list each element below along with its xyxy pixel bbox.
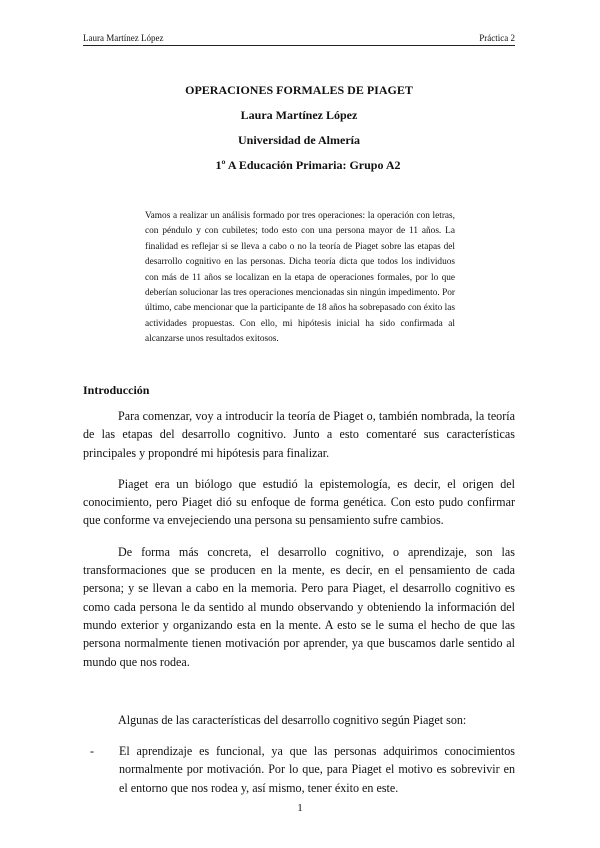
paragraph: Piaget era un biólogo que estudió la epistemología, es decir, el origen del conocimiento, pero Piaget dió su enfoque de forma genética. Con esto pudo confirmar que conforme va envejeciendo una persona su pensamiento sufre cambios. [83, 476, 515, 528]
section-heading-introduccion: Introducción [83, 383, 150, 397]
list-item [83, 742, 515, 797]
header-rule [83, 45, 515, 46]
abstract: Vamos a realizar un análisis formado por tres operaciones: la operación con letras, con péndulo y con cubiletes; todo esto con una persona mayor de 11 años. La finalidad es reflejar si se lleva a cabo o no la teoría de Piaget sobre las etapas del desarrollo cognitivo en las personas. Dicha teoría dicta que todos los individuos con más de 11 años se localizan en la etapa de operaciones formales, por lo que deberían solucionar las tres operaciones mencionadas sin ningún impedimento. Por último, cabe mencionar que la participante de 18 años ha sobrepasado con éxito las actividades propuestas. Con ello, mi hipótesis inicial ha sido confirmada al alcanzarse unos resultados exitosos. [145, 211, 455, 345]
affiliation: Universidad de Almería [238, 133, 360, 147]
page-header [83, 33, 515, 43]
body-text [83, 407, 515, 797]
author-name: Laura Martínez López [240, 108, 358, 122]
list-item-text: El aprendizaje es funcional, ya que las personas adquirimos conocimientos normalmente por motivación. Por lo que, para Piaget el motivo es sobrevivir en el entorno que nos rodea y, así mismo, tener éxito en este. [119, 744, 515, 795]
title-block [83, 82, 515, 182]
paragraph: Para comenzar, voy a introducir la teoría de Piaget o, también nombrada, la teoría de las etapas del desarrollo cognitivo. Junto a esto comentaré sus características principales y propondré mi hipótesis para finalizar. [83, 409, 515, 460]
list-dash: - [90, 744, 95, 759]
paragraph: Algunas de las características del desarrollo cognitivo según Piaget son: [118, 712, 467, 727]
header-label: Práctica 2 [479, 33, 515, 43]
header-author: Laura Martínez López [83, 33, 164, 43]
course-group: 1º A Educación Primaria: Grupo A2 [215, 158, 401, 172]
paper-title: OPERACIONES FORMALES DE PIAGET [185, 83, 413, 97]
paragraph: De forma más concreta, el desarrollo cognitivo, o aprendizaje, son las transformaciones que se producen en la mente, es decir, en el pensamiento de cada persona; y se llevan a cabo en la memoria. Pero para Piaget, el desarrollo cognitivo es como cada persona le da sentido al mundo observando y obteniendo la información del mundo exterior y organizando esta en la mente. A esto se le suma el hecho de que las persona normalmente tienen motivación por aprender, ya que buscamos darle sentido al mundo que nos rodea. [83, 544, 515, 669]
page-number: 1 [297, 802, 303, 814]
